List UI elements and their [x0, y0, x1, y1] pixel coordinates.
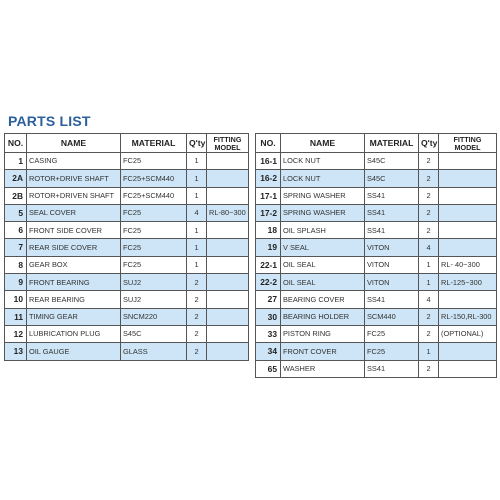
part-fitting-model [207, 308, 249, 325]
part-number: 9 [5, 274, 27, 291]
part-qty: 4 [419, 291, 439, 308]
part-material: VITON [365, 274, 419, 291]
part-qty: 2 [419, 170, 439, 187]
table-row [256, 187, 497, 204]
part-material: SS41 [365, 187, 419, 204]
header-qty: Q'ty [187, 134, 207, 153]
part-material: SS41 [365, 204, 419, 221]
table-row [256, 256, 497, 273]
part-name: ROTOR+DRIVE SHAFT [27, 170, 121, 187]
part-qty: 2 [419, 308, 439, 325]
header-fitting-line1: FITTING [453, 135, 482, 145]
part-name: OIL SEAL [281, 274, 365, 291]
part-qty: 2 [187, 325, 207, 342]
part-material: VITON [365, 239, 419, 256]
part-number: 6 [5, 222, 27, 239]
part-number: 1 [5, 153, 27, 170]
part-name: OIL GAUGE [27, 343, 121, 360]
header-no: NO. [5, 134, 27, 153]
part-qty: 2 [419, 325, 439, 342]
part-name: PISTON RING [281, 325, 365, 342]
part-number: 30 [256, 308, 281, 325]
part-fitting-model: RL-150,RL-300 [439, 308, 497, 325]
table-row [256, 343, 497, 360]
table-row [5, 325, 249, 342]
part-material: FC25 [365, 325, 419, 342]
part-qty: 2 [187, 308, 207, 325]
part-fitting-model [439, 239, 497, 256]
parts-table-right-body [256, 153, 497, 378]
table-row [256, 170, 497, 187]
part-fitting-model [207, 222, 249, 239]
part-fitting-model [439, 170, 497, 187]
table-row [256, 325, 497, 342]
part-fitting-model [207, 170, 249, 187]
part-qty: 2 [419, 153, 439, 170]
part-name: CASING [27, 153, 121, 170]
table-row [256, 239, 497, 256]
part-fitting-model [207, 274, 249, 291]
parts-table-right [255, 133, 497, 378]
part-name: BEARING COVER [281, 291, 365, 308]
part-name: FRONT SIDE COVER [27, 222, 121, 239]
header-fitting-model [439, 134, 497, 153]
table-row [5, 153, 249, 170]
part-qty: 1 [187, 170, 207, 187]
part-name: OIL SPLASH [281, 222, 365, 239]
part-number: 16-2 [256, 170, 281, 187]
table-row [256, 360, 497, 377]
part-name: LOCK NUT [281, 170, 365, 187]
table-row [5, 170, 249, 187]
part-qty: 2 [187, 343, 207, 360]
part-material: SS41 [365, 360, 419, 377]
part-material: FC25 [121, 153, 187, 170]
part-number: 16-1 [256, 153, 281, 170]
part-fitting-model: RL-80~300 [207, 204, 249, 221]
table-row [5, 187, 249, 204]
part-material: FC25+SCM440 [121, 187, 187, 204]
part-number: 22-2 [256, 274, 281, 291]
table-row [256, 204, 497, 221]
header-fitting-line2: MODEL [214, 142, 241, 152]
part-material: FC25 [121, 256, 187, 273]
table-row [256, 222, 497, 239]
table-row [5, 204, 249, 221]
part-name: BEARING HOLDER [281, 308, 365, 325]
header-qty: Q'ty [419, 134, 439, 153]
part-qty: 1 [419, 256, 439, 273]
part-fitting-model: RL-125~300 [439, 274, 497, 291]
part-number: 18 [256, 222, 281, 239]
part-name: FRONT COVER [281, 343, 365, 360]
header-fitting-line1: FITTING [213, 135, 242, 145]
part-name: LUBRICATION PLUG [27, 325, 121, 342]
parts-list-title: PARTS LIST [8, 113, 91, 129]
header-material: MATERIAL [121, 134, 187, 153]
part-material: VITON [365, 256, 419, 273]
table-row [5, 222, 249, 239]
part-name: OIL SEAL [281, 256, 365, 273]
part-number: 8 [5, 256, 27, 273]
part-material: SNCM220 [121, 308, 187, 325]
part-qty: 2 [187, 291, 207, 308]
part-number: 27 [256, 291, 281, 308]
header-name: NAME [281, 134, 365, 153]
header-fitting-line2: MODEL [454, 142, 481, 152]
table-row [5, 239, 249, 256]
header-material: MATERIAL [365, 134, 419, 153]
part-material: S45C [365, 170, 419, 187]
part-qty: 1 [187, 153, 207, 170]
table-row [256, 274, 497, 291]
part-fitting-model [207, 153, 249, 170]
part-fitting-model [207, 256, 249, 273]
part-qty: 1 [187, 239, 207, 256]
part-number: 13 [5, 343, 27, 360]
part-qty: 2 [419, 360, 439, 377]
part-number: 17-1 [256, 187, 281, 204]
part-qty: 1 [419, 274, 439, 291]
table-header-row [256, 134, 497, 153]
parts-table-left [4, 133, 249, 361]
part-number: 12 [5, 325, 27, 342]
part-fitting-model [207, 187, 249, 204]
part-fitting-model [439, 204, 497, 221]
part-name: REAR SIDE COVER [27, 239, 121, 256]
part-name: LOCK NUT [281, 153, 365, 170]
part-fitting-model [207, 343, 249, 360]
part-number: 5 [5, 204, 27, 221]
part-number: 7 [5, 239, 27, 256]
part-name: SPRING WASHER [281, 187, 365, 204]
table-row [5, 343, 249, 360]
part-qty: 4 [419, 239, 439, 256]
part-qty: 2 [419, 187, 439, 204]
part-fitting-model [439, 187, 497, 204]
part-number: 2B [5, 187, 27, 204]
part-fitting-model [439, 153, 497, 170]
header-name: NAME [27, 134, 121, 153]
part-name: REAR BEARING [27, 291, 121, 308]
part-fitting-model [439, 291, 497, 308]
part-fitting-model: (OPTIONAL) [439, 325, 497, 342]
table-header-row [5, 134, 249, 153]
part-name: WASHER [281, 360, 365, 377]
part-material: SS41 [365, 291, 419, 308]
table-row [5, 308, 249, 325]
part-material: SUJ2 [121, 291, 187, 308]
part-qty: 4 [187, 204, 207, 221]
part-name: V SEAL [281, 239, 365, 256]
parts-table-left-body [5, 153, 249, 361]
part-name: ROTOR+DRIVEN SHAFT [27, 187, 121, 204]
header-no: NO. [256, 134, 281, 153]
part-name: SPRING WASHER [281, 204, 365, 221]
part-number: 17-2 [256, 204, 281, 221]
part-fitting-model [439, 222, 497, 239]
table-row [256, 291, 497, 308]
table-row [5, 274, 249, 291]
table-row [256, 308, 497, 325]
part-material: SUJ2 [121, 274, 187, 291]
part-material: FC25 [121, 239, 187, 256]
part-name: TIMING GEAR [27, 308, 121, 325]
header-fitting-model [207, 134, 249, 153]
part-qty: 1 [187, 256, 207, 273]
table-row [256, 153, 497, 170]
part-material: SCM440 [365, 308, 419, 325]
part-number: 2A [5, 170, 27, 187]
part-number: 33 [256, 325, 281, 342]
part-material: SS41 [365, 222, 419, 239]
part-fitting-model [439, 360, 497, 377]
part-material: GLASS [121, 343, 187, 360]
part-qty: 1 [419, 343, 439, 360]
part-material: FC25 [121, 222, 187, 239]
part-material: S45C [121, 325, 187, 342]
part-material: FC25 [365, 343, 419, 360]
part-name: SEAL COVER [27, 204, 121, 221]
table-row [5, 256, 249, 273]
part-fitting-model: RL- 40~300 [439, 256, 497, 273]
part-name: GEAR BOX [27, 256, 121, 273]
part-fitting-model [207, 239, 249, 256]
part-name: FRONT BEARING [27, 274, 121, 291]
part-material: FC25+SCM440 [121, 170, 187, 187]
part-qty: 1 [187, 187, 207, 204]
part-number: 22-1 [256, 256, 281, 273]
part-number: 19 [256, 239, 281, 256]
part-number: 10 [5, 291, 27, 308]
part-qty: 1 [187, 222, 207, 239]
part-number: 34 [256, 343, 281, 360]
part-fitting-model [439, 343, 497, 360]
part-fitting-model [207, 291, 249, 308]
part-material: S45C [365, 153, 419, 170]
part-qty: 2 [187, 274, 207, 291]
part-fitting-model [207, 325, 249, 342]
table-row [5, 291, 249, 308]
part-number: 11 [5, 308, 27, 325]
part-qty: 2 [419, 222, 439, 239]
part-qty: 2 [419, 204, 439, 221]
part-number: 65 [256, 360, 281, 377]
part-material: FC25 [121, 204, 187, 221]
